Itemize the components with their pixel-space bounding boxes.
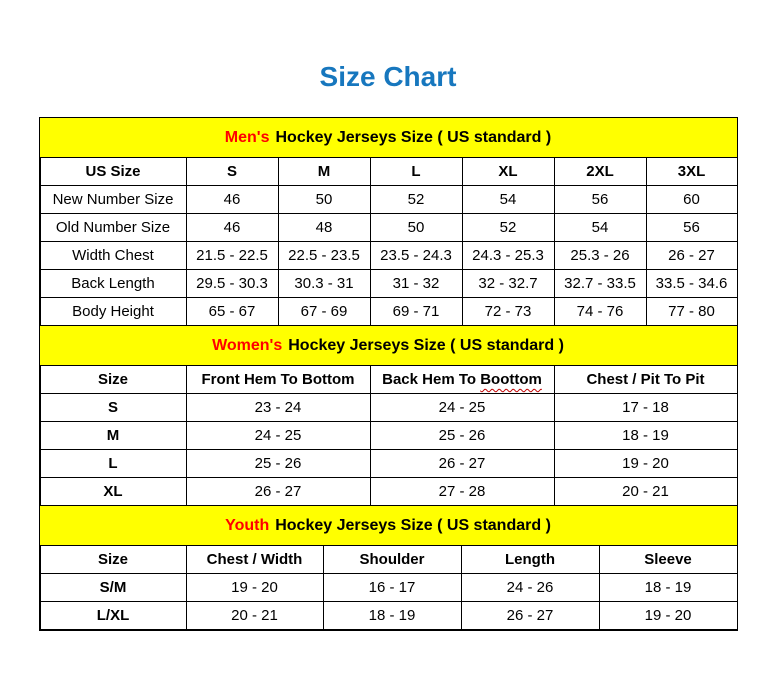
value-cell: 25 - 26 <box>186 450 370 478</box>
value-cell: 67 - 69 <box>278 298 370 326</box>
column-header-cell: XL <box>462 158 554 186</box>
column-header-cell: L <box>370 158 462 186</box>
column-header-cell: Front Hem To Bottom <box>186 366 370 394</box>
value-cell: 24 - 26 <box>461 574 599 602</box>
value-cell: 32 - 32.7 <box>462 270 554 298</box>
table-row <box>40 298 737 326</box>
value-cell: 26 - 27 <box>186 478 370 506</box>
value-cell: 25 - 26 <box>370 422 554 450</box>
value-cell: 54 <box>462 186 554 214</box>
value-cell: 52 <box>370 186 462 214</box>
value-cell: 24 - 25 <box>370 394 554 422</box>
value-cell: 26 - 27 <box>646 242 737 270</box>
womens-size-table <box>40 365 738 506</box>
misspelled-word: Boottom <box>480 371 542 388</box>
value-cell: 65 - 67 <box>186 298 278 326</box>
column-header-row <box>40 366 737 394</box>
value-cell: 74 - 76 <box>554 298 646 326</box>
value-cell: 54 <box>554 214 646 242</box>
column-header-cell: 2XL <box>554 158 646 186</box>
value-cell: 29.5 - 30.3 <box>186 270 278 298</box>
table-row <box>40 242 737 270</box>
column-header-cell: Chest / Pit To Pit <box>554 366 737 394</box>
value-cell: 22.5 - 23.5 <box>278 242 370 270</box>
row-label-cell: XL <box>40 478 186 506</box>
youth-section-header <box>40 506 737 545</box>
row-label-cell: M <box>40 422 186 450</box>
value-cell: 27 - 28 <box>370 478 554 506</box>
value-cell: 18 - 19 <box>554 422 737 450</box>
table-row <box>40 186 737 214</box>
youth-size-table <box>40 545 738 630</box>
column-header-cell: Shoulder <box>323 546 461 574</box>
row-label-cell: L <box>40 450 186 478</box>
column-header-row <box>40 546 737 574</box>
value-cell: 23 - 24 <box>186 394 370 422</box>
column-header-text: Back Hem To <box>382 371 481 388</box>
value-cell: 56 <box>646 214 737 242</box>
table-row <box>40 574 737 602</box>
womens-section-header <box>40 326 737 365</box>
column-header-cell: S <box>186 158 278 186</box>
column-header-cell: 3XL <box>646 158 737 186</box>
value-cell: 26 - 27 <box>370 450 554 478</box>
table-row <box>40 602 737 630</box>
mens-section-accent-label: Men's <box>224 128 270 146</box>
table-row <box>40 450 737 478</box>
column-header-cell: Size <box>40 546 186 574</box>
table-row <box>40 214 737 242</box>
value-cell: 25.3 - 26 <box>554 242 646 270</box>
column-header-cell: Length <box>461 546 599 574</box>
value-cell: 26 - 27 <box>461 602 599 630</box>
value-cell: 20 - 21 <box>186 602 323 630</box>
value-cell: 32.7 - 33.5 <box>554 270 646 298</box>
row-label-cell: Width Chest <box>40 242 186 270</box>
mens-section-title-label: Hockey Jerseys Size ( US standard ) <box>275 128 552 146</box>
value-cell: 30.3 - 31 <box>278 270 370 298</box>
value-cell: 33.5 - 34.6 <box>646 270 737 298</box>
page-title: Size Chart <box>319 61 457 92</box>
value-cell: 72 - 73 <box>462 298 554 326</box>
mens-section-header <box>40 118 737 157</box>
table-row <box>40 394 737 422</box>
value-cell: 17 - 18 <box>554 394 737 422</box>
youth-section-title-label: Hockey Jerseys Size ( US standard ) <box>275 516 551 534</box>
value-cell: 56 <box>554 186 646 214</box>
row-label-cell: Back Length <box>40 270 186 298</box>
value-cell: 60 <box>646 186 737 214</box>
value-cell: 18 - 19 <box>323 602 461 630</box>
value-cell: 19 - 20 <box>599 602 737 630</box>
column-header-cell: Size <box>40 366 186 394</box>
value-cell: 69 - 71 <box>370 298 462 326</box>
value-cell: 24 - 25 <box>186 422 370 450</box>
value-cell: 20 - 21 <box>554 478 737 506</box>
value-cell: 23.5 - 24.3 <box>370 242 462 270</box>
youth-section-accent-label: Youth <box>225 516 270 534</box>
value-cell: 46 <box>186 214 278 242</box>
column-header-cell <box>370 366 554 394</box>
table-row <box>40 478 737 506</box>
value-cell: 21.5 - 22.5 <box>186 242 278 270</box>
column-header-cell: US Size <box>40 158 186 186</box>
value-cell: 50 <box>278 186 370 214</box>
row-label-cell: New Number Size <box>40 186 186 214</box>
value-cell: 24.3 - 25.3 <box>462 242 554 270</box>
row-label-cell: Old Number Size <box>40 214 186 242</box>
womens-section-title-label: Hockey Jerseys Size ( US standard ) <box>288 336 564 354</box>
size-chart-tables <box>39 117 738 631</box>
value-cell: 31 - 32 <box>370 270 462 298</box>
value-cell: 52 <box>462 214 554 242</box>
column-header-cell: M <box>278 158 370 186</box>
row-label-cell: S <box>40 394 186 422</box>
column-header-cell: Sleeve <box>599 546 737 574</box>
value-cell: 16 - 17 <box>323 574 461 602</box>
value-cell: 46 <box>186 186 278 214</box>
value-cell: 18 - 19 <box>599 574 737 602</box>
value-cell: 77 - 80 <box>646 298 737 326</box>
column-header-cell: Chest / Width <box>186 546 323 574</box>
value-cell: 48 <box>278 214 370 242</box>
value-cell: 19 - 20 <box>186 574 323 602</box>
table-row <box>40 270 737 298</box>
womens-section-accent-label: Women's <box>212 336 283 354</box>
mens-size-table <box>40 157 738 326</box>
table-row <box>40 422 737 450</box>
value-cell: 50 <box>370 214 462 242</box>
value-cell: 19 - 20 <box>554 450 737 478</box>
row-label-cell: Body Height <box>40 298 186 326</box>
row-label-cell: S/M <box>40 574 186 602</box>
column-header-row <box>40 158 737 186</box>
row-label-cell: L/XL <box>40 602 186 630</box>
